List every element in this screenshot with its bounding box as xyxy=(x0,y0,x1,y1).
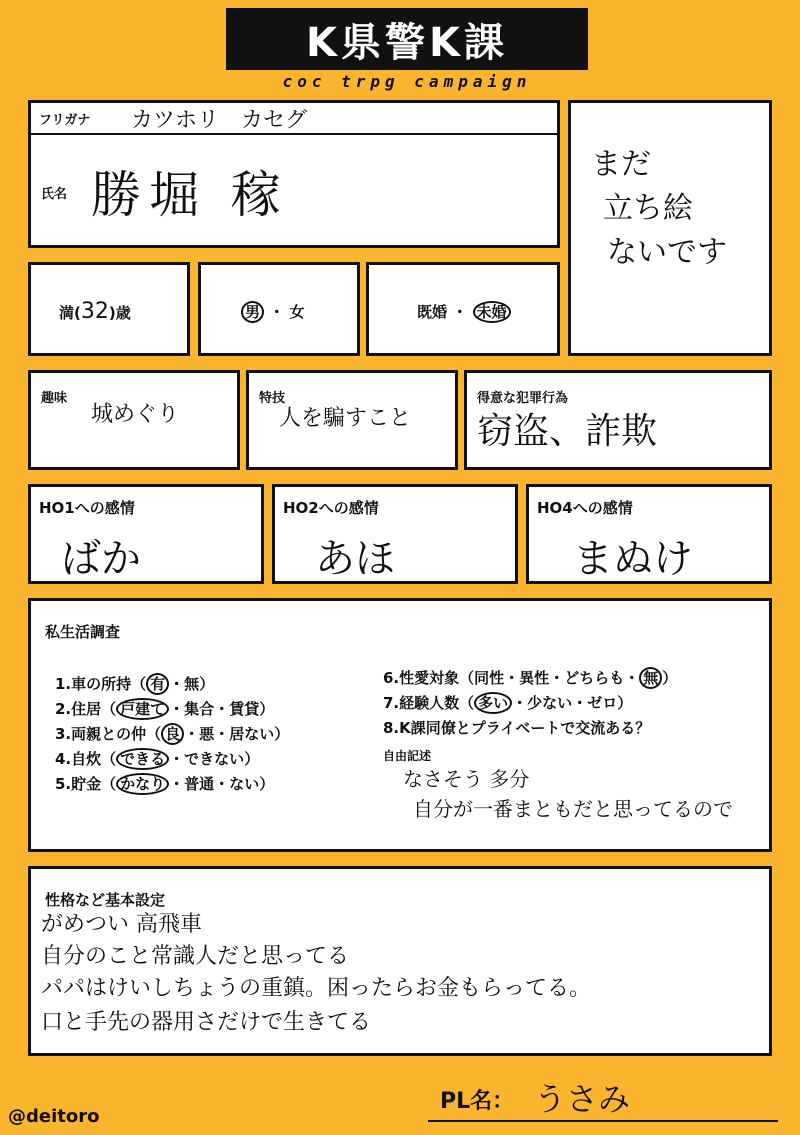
private-life-option: 少ない xyxy=(527,694,573,712)
private-life-option: かなり xyxy=(116,773,169,795)
private-life-item xyxy=(383,667,677,688)
free-description-line-2: 自分が一番まともだと思ってるので xyxy=(413,797,733,821)
emotion-ho4-box xyxy=(526,484,772,584)
skill-box xyxy=(246,370,458,470)
emotion-ho2-value: あほ xyxy=(315,536,395,582)
private-life-option: 良 xyxy=(161,723,184,745)
private-life-option: ない xyxy=(229,775,260,793)
crime-label: 得意な犯罪行為 xyxy=(477,391,569,406)
private-life-option: 居ない xyxy=(229,725,275,743)
gender-box xyxy=(198,262,360,356)
portrait-placeholder-line-2: 立ち絵 xyxy=(603,191,693,226)
marital-unmarried: 未婚 xyxy=(473,301,511,323)
emotion-ho1-value: ばか xyxy=(61,536,141,582)
private-life-box xyxy=(28,598,772,852)
emotion-ho4-value: まぬけ xyxy=(573,536,693,582)
name-value: 勝堀 稼 xyxy=(91,166,289,224)
name-label: 氏名 xyxy=(41,187,68,202)
pl-underline xyxy=(428,1120,778,1122)
furigana-label: フリガナ xyxy=(39,113,91,128)
private-life-item-end: ） xyxy=(662,669,678,687)
hobby-value: 城めぐり xyxy=(91,402,180,427)
age-row xyxy=(59,299,131,324)
option-separator: ・ xyxy=(169,675,185,693)
private-life-item-label: 6.性愛対象（ xyxy=(383,669,475,687)
pl-label: PL名： xyxy=(440,1089,515,1114)
private-life-item-label: 5.貯金（ xyxy=(55,775,117,793)
skill-label: 特技 xyxy=(259,391,286,406)
marital-box xyxy=(366,262,560,356)
private-life-item-end: ） xyxy=(274,725,290,743)
private-life-item-end: ） xyxy=(259,700,275,718)
private-life-item-end: ） xyxy=(244,750,260,768)
emotion-ho2-label: HO2への感情 xyxy=(283,499,379,517)
private-life-option: できる xyxy=(116,748,169,770)
name-box xyxy=(28,100,560,248)
private-life-item xyxy=(383,692,632,713)
private-life-item-label: 1.車の所持（ xyxy=(55,675,147,693)
private-life-option: 同性 xyxy=(474,669,505,687)
private-life-item xyxy=(55,773,274,794)
private-life-item-label: 7.経験人数（ xyxy=(383,694,475,712)
free-description-label: 自由記述 xyxy=(383,749,432,763)
emotion-ho2-box xyxy=(272,484,518,584)
private-life-option: 無 xyxy=(184,675,200,693)
private-life-option: ゼロ xyxy=(587,694,618,712)
crime-box xyxy=(464,370,772,470)
page-title: K県警K課 xyxy=(306,19,508,66)
crime-value: 窃盗、詐欺 xyxy=(477,411,658,452)
emotion-ho4-label: HO4への感情 xyxy=(537,499,633,517)
private-life-item-end: ） xyxy=(199,675,215,693)
private-life-option: できない xyxy=(184,750,245,768)
option-separator: ・ xyxy=(624,669,640,687)
gender-female: 女 xyxy=(289,303,305,321)
personality-line-1: がめつい 高飛車 xyxy=(41,912,202,937)
personality-line-4: 口と手先の器用さだけで生きてる xyxy=(41,1010,372,1035)
private-life-option: 無 xyxy=(639,667,662,689)
age-prefix: 満( xyxy=(59,304,81,322)
private-life-item-label: 4.自炊（ xyxy=(55,750,117,768)
personality-box xyxy=(28,866,772,1056)
gender-separator: ・ xyxy=(269,303,285,321)
portrait-box xyxy=(568,100,772,356)
option-separator: ・ xyxy=(184,725,200,743)
option-separator: ・ xyxy=(169,700,185,718)
option-separator: ・ xyxy=(572,694,588,712)
age-suffix: )歳 xyxy=(108,304,131,322)
author-handle: @deitoro xyxy=(8,1106,100,1127)
option-separator: ・ xyxy=(214,775,230,793)
private-life-option: 有 xyxy=(146,673,169,695)
pl-value: うさみ xyxy=(534,1080,631,1118)
private-life-item xyxy=(383,717,650,738)
title-banner xyxy=(226,8,588,70)
private-life-item xyxy=(55,673,214,694)
gender-row xyxy=(241,301,305,322)
option-separator: ・ xyxy=(169,775,185,793)
private-life-option: 普通 xyxy=(184,775,215,793)
option-separator: ・ xyxy=(549,669,565,687)
personality-title: 性格など基本設定 xyxy=(45,891,166,909)
option-separator: ・ xyxy=(169,750,185,768)
age-box xyxy=(28,262,190,356)
private-life-option: どちらも xyxy=(564,669,625,687)
skill-value: 人を騙すこと xyxy=(279,406,412,431)
emotion-ho1-box xyxy=(28,484,264,584)
option-separator: ・ xyxy=(504,669,520,687)
furigana-row xyxy=(31,103,557,135)
private-life-option: 異性 xyxy=(519,669,550,687)
private-life-option: 悪 xyxy=(199,725,215,743)
marital-separator: ・ xyxy=(452,303,468,321)
private-life-item-label: 3.両親との仲（ xyxy=(55,725,162,743)
hobby-label: 趣味 xyxy=(41,391,68,406)
marital-row xyxy=(417,301,511,322)
private-life-title: 私生活調査 xyxy=(45,623,121,641)
private-life-option: 賃貸 xyxy=(229,700,260,718)
private-life-item xyxy=(55,698,274,719)
subtitle: coc trpg campaign xyxy=(282,72,532,91)
private-life-item xyxy=(55,748,259,769)
option-separator: ・ xyxy=(512,694,528,712)
personality-line-2: 自分のこと常識人だと思ってる xyxy=(41,944,350,969)
private-life-option: 戸建て xyxy=(116,698,169,720)
private-life-option: 集合 xyxy=(184,700,215,718)
personality-line-3: パパはけいしちょうの重鎮。困ったらお金もらってる。 xyxy=(41,976,592,1001)
option-separator: ・ xyxy=(214,725,230,743)
private-life-item-end: ） xyxy=(617,694,633,712)
gender-male: 男 xyxy=(241,301,264,323)
private-life-item-label: 2.住居（ xyxy=(55,700,117,718)
portrait-placeholder-line-3: ないです xyxy=(607,235,727,270)
private-life-item-label: 8.K課同僚とプライベートで交流ある？ xyxy=(383,719,651,737)
option-separator: ・ xyxy=(214,700,230,718)
furigana-value: カツホリ カセグ xyxy=(131,108,308,133)
age-value: 32 xyxy=(80,299,109,324)
private-life-item-end: ） xyxy=(259,775,275,793)
emotion-ho1-label: HO1への感情 xyxy=(39,499,135,517)
marital-married: 既婚 xyxy=(417,303,448,321)
private-life-item xyxy=(55,723,289,744)
private-life-option: 多い xyxy=(474,692,512,714)
hobby-box xyxy=(28,370,240,470)
portrait-placeholder-line-1: まだ xyxy=(591,147,651,182)
free-description-line-1: なさそう 多分 xyxy=(403,767,530,791)
